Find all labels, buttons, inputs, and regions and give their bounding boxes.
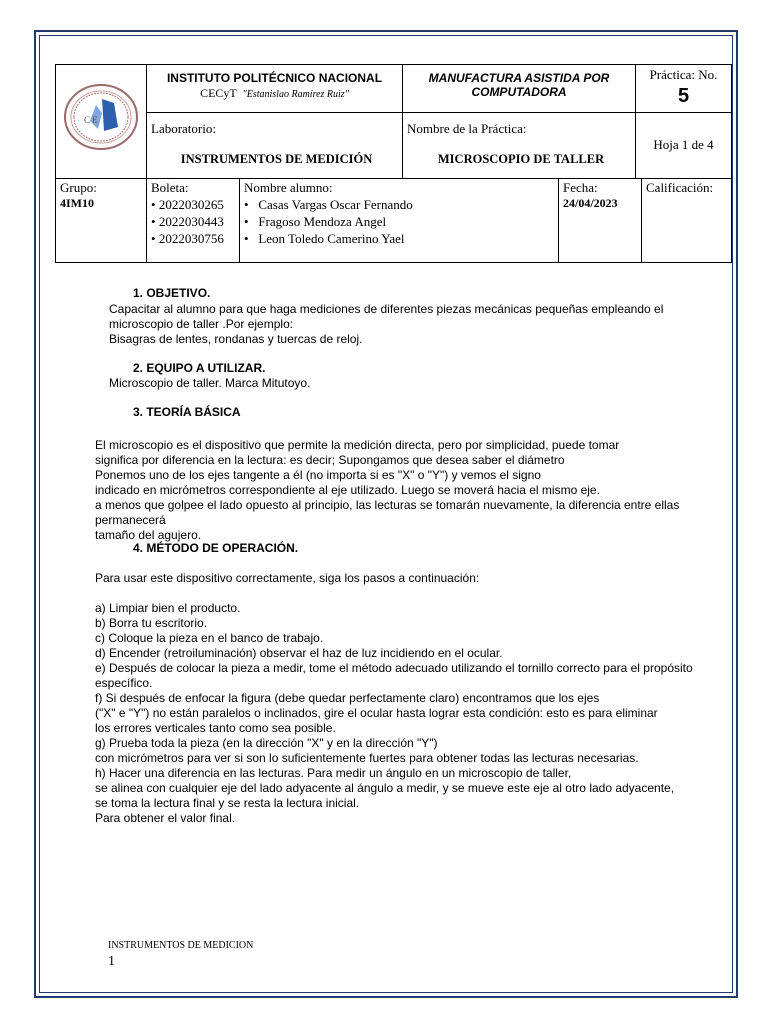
student-item: • Fragoso Mendoza Angel (244, 214, 387, 229)
svg-text:C E: C E (84, 115, 98, 125)
student-list (244, 196, 558, 247)
step-line: f) Si después de enfocar la figura (debe quedar perfectamente claro) encontramos que los ejes (95, 691, 600, 705)
practice-name-cell (403, 112, 636, 178)
paragraph: Capacitar al alumno para que haga mediciones de diferentes piezas mecánicas pequeñas empleando el (109, 302, 664, 316)
boleta-item: • 2022030756 (151, 231, 224, 246)
group-label: Grupo: (60, 180, 97, 195)
step-line: con micrómetros para ver si son lo suficientemente fuertes para obtener todas las lecturas necesarias. (95, 751, 639, 765)
date-label: Fecha: (563, 180, 598, 195)
text-line: a menos que golpee el lado opuesto al principio, las lecturas se tomarán nuevamente, la diferencia entre ellas permanecerá (95, 498, 680, 527)
header-table (55, 64, 732, 263)
boleta-label: Boleta: (151, 180, 189, 195)
step-line: se alinea con cualquier eje del lado adyacente al ángulo a medir, y se mueve este eje al otro lado adyacente, (95, 781, 675, 795)
practice-name-value: MICROSCOPIO DE TALLER (437, 151, 605, 166)
text-line: indicado en micrómetros correspondiente al eje utilizado. Luego se moverá hacia el mismo eje. (95, 483, 600, 497)
boleta-item: • 2022030265 (151, 197, 224, 212)
sheet-cell: Hoja 1 de 4 (636, 112, 732, 178)
institute-name: INSTITUTO POLITÉCNICO NACIONAL (166, 71, 383, 85)
paragraph: microscopio de taller .Por ejemplo: (109, 317, 294, 331)
student-subtable (56, 179, 731, 262)
footer-title: INSTRUMENTOS DE MEDICION (108, 940, 254, 951)
section-title: 1. OBJETIVO. (133, 286, 211, 300)
section-title: 2. EQUIPO A UTILIZAR. (133, 361, 266, 375)
paragraph: Bisagras de lentes, rondanas y tuercas de reloj. (109, 332, 363, 346)
text-line: El microscopio es el dispositivo que permite la medición directa, pero por simplicidad, puede tomar (95, 438, 620, 452)
group-cell (56, 179, 147, 262)
step-line: a) Limpiar bien el producto. (95, 601, 241, 615)
step-line: b) Borra tu escritorio. (95, 616, 208, 630)
course-title: MANUFACTURA ASISTIDA POR COMPUTADORA (403, 65, 636, 113)
paragraph: Para usar este dispositivo correctamente, siga los pasos a continuación: (95, 571, 480, 585)
student-item: • Casas Vargas Oscar Fernando (244, 197, 413, 212)
grade-cell (642, 179, 732, 262)
group-value: 4IM10 (60, 196, 94, 210)
student-item: • Leon Toledo Camerino Yael (244, 231, 405, 246)
practice-label: Práctica: No. (649, 67, 718, 82)
step-line: e) Después de colocar la pieza a medir, tome el método adecuado utilizando el tornillo correcto para el propósito específico. (95, 661, 693, 690)
practice-cell (636, 65, 732, 113)
institute-cell (147, 65, 403, 113)
text-line: significa por diferencia en la lectura: es decir; Supongamos que desea saber el diámetro (95, 453, 565, 467)
section-title: 4. MÉTODO DE OPERACIÓN. (133, 541, 299, 555)
cecyt-line: CECyT "Estanislao Ramírez Ruiz" (200, 86, 349, 100)
document-body (95, 286, 735, 826)
step-line: ("X" e "Y") no están paralelos o inclinados, gire el ocular hasta lograr esta condición: esto es para eliminar (95, 706, 658, 720)
practice-name-label: Nombre de la Práctica: (407, 120, 527, 136)
student-cell (240, 179, 559, 262)
boleta-list (151, 196, 239, 247)
grade-label: Calificación: (646, 180, 714, 195)
step-line: c) Coloque la pieza en el banco de trabajo. (95, 631, 324, 645)
lab-label: Laboratorio: (151, 120, 216, 136)
step-line: g) Prueba toda la pieza (en la dirección "X" y en la dirección "Y") (95, 736, 438, 750)
theory-text (95, 438, 735, 543)
step-line: d) Encender (retroiluminación) observar el haz de luz incidiendo en el ocular. (95, 646, 503, 660)
date-cell (559, 179, 642, 262)
paragraph: Microscopio de taller. Marca Mitutoyo. (109, 376, 311, 390)
section-title: 3. TEORÍA BÁSICA (133, 405, 241, 419)
student-label: Nombre alumno: (244, 180, 333, 195)
cecyt-logo-icon (56, 65, 146, 173)
date-value: 24/04/2023 (563, 196, 618, 210)
lab-cell (147, 112, 403, 178)
method-steps (95, 601, 735, 826)
logo-cell (56, 65, 147, 179)
practice-number: 5 (677, 85, 690, 107)
step-line: se toma la lectura final y se resta la lectura inicial. (95, 796, 360, 810)
text-line: tamaño del agujero. (95, 528, 202, 542)
boleta-item: • 2022030443 (151, 214, 224, 229)
student-row (56, 179, 732, 263)
step-line: los errores verticales tanto como sea posible. (95, 721, 336, 735)
text-line: Ponemos uno de los ejes tangente a él (no importa si es "X" o "Y") y vemos el signo (95, 468, 541, 482)
lab-value: INSTRUMENTOS DE MEDICIÓN (180, 151, 373, 166)
page-number: 1 (108, 954, 115, 969)
step-line: Para obtener el valor final. (95, 811, 236, 825)
boleta-cell (147, 179, 240, 262)
step-line: h) Hacer una diferencia en las lecturas. Para medir un ángulo en un microscopio de taller, (95, 766, 572, 780)
